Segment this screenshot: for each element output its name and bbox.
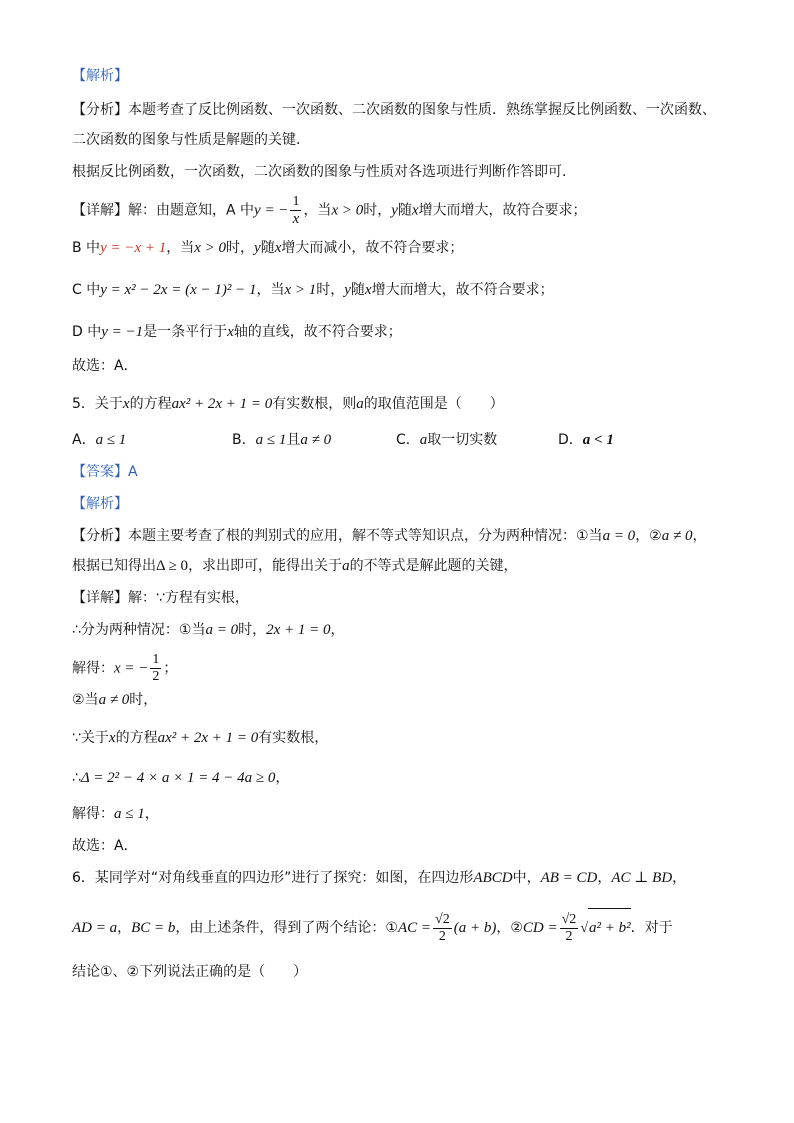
detail-line-B: B 中y = −x + 1，当x > 0时，y随x增大而减小，故不符合要求； [72, 240, 464, 256]
analysis-5-line-2: 根据已知得出Δ ≥ 0，求出即可，能得出关于a的不等式是解此题的关键， [72, 558, 518, 574]
detail-line-A: 【详解】解：由题意知，A 中y = − $\frac{1}{x}$ ，当x > 0时，y随x增大而增大，故符合要求； [72, 194, 587, 227]
choose-answer-5: 故选：A． [72, 838, 138, 854]
analysis-text-line-3: 根据反比例函数，一次函数，二次函数的图象与性质对各选项进行判断作答即可． [72, 164, 576, 180]
detail-5-line-5: ∵关于x的方程ax² + 2x + 1 = 0有实数根， [72, 730, 329, 746]
detail-5-line-3: 解得：x = − $\frac{1}{2}$ ； [72, 652, 178, 684]
question-6-line-2: AD = a，BC = b，由上述条件，得到了两个结论：①AC = $\frac{√2}{2}$ (a + b)，②CD = $\frac{√2}{2}$ √a² + b²．对于 [72, 908, 673, 948]
option-A: A．a ≤ 1 [72, 432, 127, 448]
analysis-text-line-1: 【分析】本题考查了反比例函数、一次函数、二次函数的图象与性质．熟练掌握反比例函数、一次函数、 [72, 102, 716, 118]
choose-answer-4: 故选：A． [72, 358, 138, 374]
detail-5-line-2: ∴分为两种情况：①当a = 0时，2x + 1 = 0， [72, 622, 345, 638]
detail-5-line-7: 解得：a ≤ 1， [72, 806, 159, 822]
section-heading-analysis-5: 【解析】 [72, 496, 128, 512]
radical-sign: √ [580, 921, 588, 936]
option-B: B．a ≤ 1且a ≠ 0 [232, 432, 332, 448]
detail-5-line-1: 【详解】解：∵方程有实根， [72, 590, 249, 606]
option-C: C．a取一切实数 [396, 432, 498, 448]
question-6-line-1: 6．某同学对“对角线垂直的四边形”进行了探究：如图，在四边形ABCD中，AB = CD，AC ⊥ BD， [72, 870, 687, 886]
analysis-text-line-2: 二次函数的图象与性质是解题的关键． [72, 132, 310, 148]
detail-5-line-6: ∴Δ = 2² − 4 × a × 1 = 4 − 4a ≥ 0， [72, 770, 290, 786]
detail-line-D: D 中y = −1是一条平行于x轴的直线，故不符合要求； [72, 324, 402, 340]
question-5: 5．关于x的方程ax² + 2x + 1 = 0有实数根，则a的取值范围是（ ） [72, 396, 504, 412]
detail-line-C: C 中y = x² − 2x = (x − 1)² − 1，当x > 1时，y随x增大而增大，故不符合要求； [72, 282, 554, 298]
analysis-5-line-1: 【分析】本题主要考查了根的判别式的应用，解不等式等知识点，分为两种情况：①当a = 0，②a ≠ 0， [72, 528, 707, 544]
answer-line: 【答案】A [72, 464, 138, 480]
option-D: D．a < 1 [558, 432, 614, 448]
section-heading-analysis: 【解析】 [72, 68, 128, 84]
detail-5-line-4: ②当a ≠ 0时， [72, 692, 158, 708]
question-6-line-3: 结论①、②下列说法正确的是（ ） [72, 964, 308, 980]
